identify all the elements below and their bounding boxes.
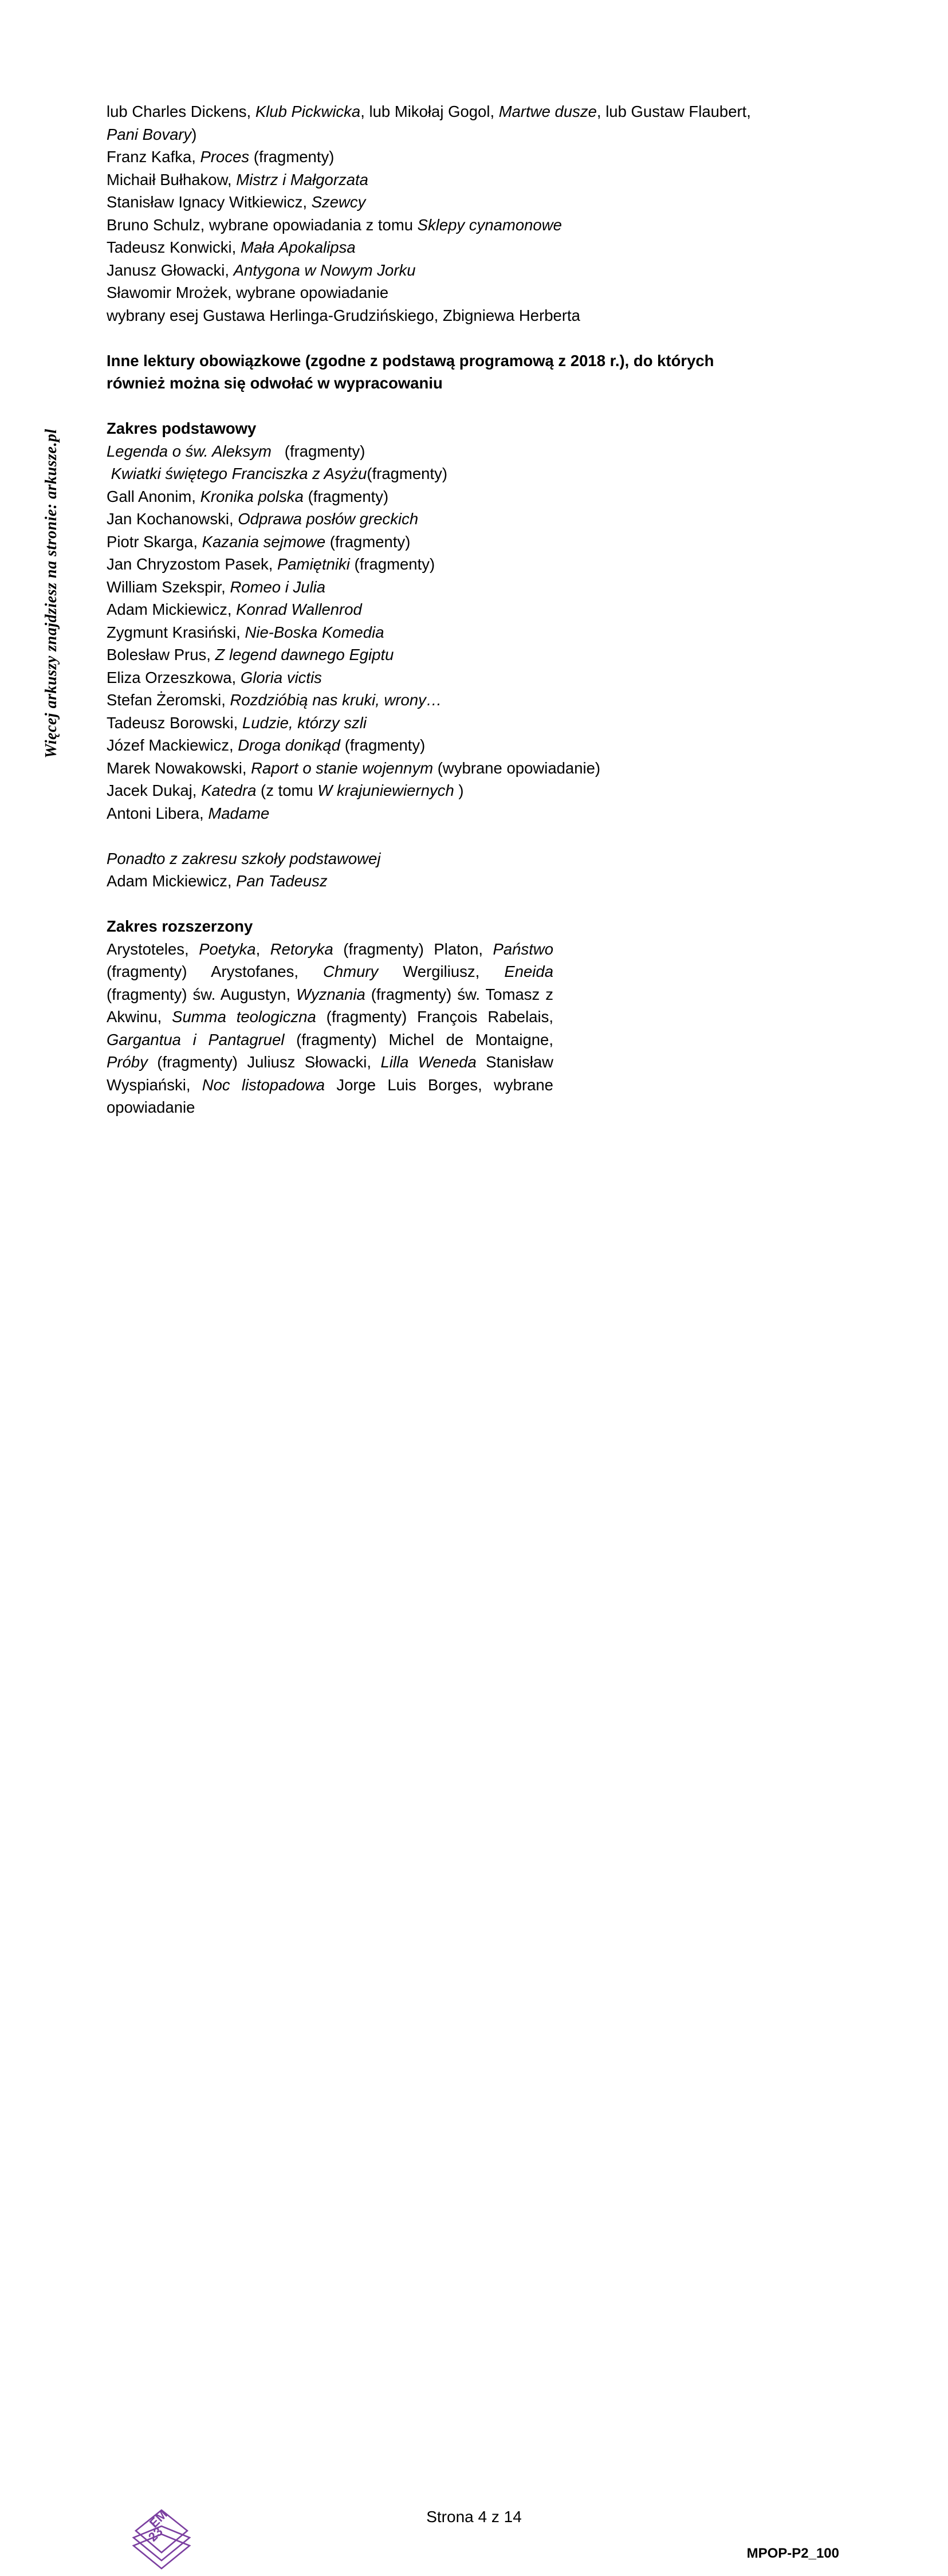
list-item <box>107 643 754 666</box>
text-plain: (fragmenty) <box>340 736 426 754</box>
list-item <box>107 191 754 214</box>
text-plain: William Szekspir, <box>107 578 230 596</box>
intro-heading: Inne lektury obowiązkowe (zgodne z podstawą programową z 2018 r.), do których również można się odwołać w wypracowaniu <box>107 351 714 392</box>
text-plain: (fragmenty) François Rabelais, <box>316 1008 553 1026</box>
text-plain: Arystoteles, <box>107 940 199 958</box>
title-italic: Romeo i Julia <box>230 578 326 596</box>
title-italic: Pani Bovary <box>107 125 192 143</box>
title-italic: Katedra <box>201 782 257 799</box>
list-item <box>107 462 754 485</box>
list-item <box>107 734 754 757</box>
title-italic: Eneida <box>504 963 554 980</box>
title-italic: Nie-Boska Komedia <box>245 623 384 641</box>
reading-list-top <box>107 100 754 327</box>
title-italic: Chmury <box>323 963 379 980</box>
title-italic: Proces <box>200 148 250 166</box>
title-italic: Kazania sejmowe <box>202 532 326 551</box>
text-plain: (wybrane opowiadanie) <box>433 759 601 777</box>
title-italic: Wyznania <box>296 985 365 1003</box>
watermark-text: Więcej arkuszy znajdziesz na stronie: arkusze.pl <box>42 429 60 759</box>
text-plain: ) <box>454 782 464 799</box>
text-plain: Jacek Dukaj, <box>107 782 202 799</box>
list-item <box>107 598 754 621</box>
text-plain: Janusz Głowacki, <box>107 261 234 279</box>
title-italic: Klub Pickwicka <box>255 103 361 120</box>
title-italic: Konrad Wallenrod <box>236 600 362 618</box>
text-plain: Tadeusz Konwicki, <box>107 238 241 256</box>
text-plain: (fragmenty) św. Tomasz z Akwinu, <box>107 985 553 1026</box>
title-italic: W krajuniewiernych <box>317 782 454 799</box>
title-italic: Droga donikąd <box>238 736 341 754</box>
text-plain: Adam Mickiewicz, <box>107 872 237 890</box>
extended-paragraph <box>107 938 553 1119</box>
list-item <box>107 712 754 735</box>
section-title-extended: Zakres rozszerzony <box>107 917 253 935</box>
title-italic: Pan Tadeusz <box>236 872 328 890</box>
text-plain: , lub Mikołaj Gogol, <box>360 103 499 120</box>
title-italic: Retoryka <box>270 940 333 958</box>
text-plain: Marek Nowakowski, <box>107 759 251 777</box>
text-plain: Franz Kafka, <box>107 148 200 166</box>
list-item <box>107 146 754 168</box>
list-item <box>107 259 754 282</box>
title-italic: Pamiętniki <box>277 555 350 573</box>
extra-note-item <box>107 870 754 893</box>
extra-note-heading: Ponadto z zakresu szkoły podstawowej <box>107 849 381 867</box>
page-footer <box>0 1246 948 2561</box>
title-italic: Summa teologiczna <box>172 1008 316 1026</box>
text-plain: Tadeusz Borowski, <box>107 713 242 732</box>
list-item <box>107 779 754 802</box>
title-italic: Z legend dawnego Egiptu <box>215 646 394 663</box>
list-item <box>107 621 754 644</box>
list-item <box>107 553 754 576</box>
title-italic: Kwiatki świętego Franciszka z Asyżu <box>107 465 367 482</box>
title-italic: Antygona w Nowym Jorku <box>233 261 416 279</box>
list-item <box>107 168 754 191</box>
text-plain: (fragmenty) Platon, <box>333 940 493 958</box>
text-plain: Gall Anonim, <box>107 487 200 505</box>
title-italic: Sklepy cynamonowe <box>417 215 562 234</box>
text-plain: ) <box>191 125 197 143</box>
text-plain: (fragmenty) <box>349 555 435 573</box>
title-italic: Legenda o św. Aleksym <box>107 442 272 460</box>
list-item <box>107 508 754 531</box>
title-italic: Państwo <box>493 940 553 958</box>
text-plain: Piotr Skarga, <box>107 532 202 551</box>
text-plain: (fragmenty) <box>249 148 335 166</box>
text-plain: Stefan Żeromski, <box>107 691 230 709</box>
text-plain: , lub Gustaw Flaubert, <box>596 103 751 120</box>
text-plain: (fragmenty) Arystofanes, <box>107 963 324 980</box>
list-item <box>107 757 754 780</box>
text-plain: Adam Mickiewicz, <box>107 600 237 618</box>
paragraph-spacer <box>107 824 754 847</box>
list-item <box>107 214 754 237</box>
text-plain: Zygmunt Krasiński, <box>107 623 245 641</box>
paragraph-spacer <box>107 893 754 916</box>
logo-text-top: EM <box>146 2507 170 2531</box>
page-number: Strona 4 z 14 <box>426 2508 522 2526</box>
title-italic: Mistrz i Małgorzata <box>236 170 368 189</box>
list-item <box>107 576 754 599</box>
text-plain: Jan Chryzostom Pasek, <box>107 555 278 573</box>
list-item <box>107 689 754 712</box>
list-item <box>107 440 754 463</box>
title-italic: Poetyka <box>199 940 256 958</box>
title-italic: Gloria victis <box>240 668 322 686</box>
text-plain: (fragmenty) <box>303 487 389 505</box>
text-plain: Antoni Libera, <box>107 804 209 822</box>
title-italic: Rozdzióbią nas kruki, wrony… <box>230 691 442 709</box>
text-plain: (fragmenty) Juliusz Słowacki, <box>147 1053 381 1071</box>
text-plain: Jan Kochanowski, <box>107 510 238 528</box>
text-plain: Bruno Schulz, wybrane opowiadania z tomu <box>107 215 418 234</box>
title-italic: Szewcy <box>311 193 366 211</box>
list-item <box>107 236 754 259</box>
page-content <box>107 100 754 1119</box>
title-italic: Noc listopadowa <box>202 1075 325 1094</box>
text-plain: (fragmenty) Michel de Montaigne, <box>284 1030 553 1049</box>
title-italic: Odprawa posłów greckich <box>238 510 419 528</box>
title-italic: Mała Apokalipsa <box>240 238 356 256</box>
sidebar-watermark <box>0 0 69 1341</box>
text-plain: (fragmenty) <box>325 532 411 551</box>
list-item <box>107 802 754 825</box>
text-plain: Stanisław Ignacy Witkiewicz, <box>107 193 312 211</box>
paragraph-spacer <box>107 327 754 350</box>
title-italic: Martwe dusze <box>498 103 597 120</box>
title-italic: Kronika polska <box>200 487 304 505</box>
title-italic: Lilla Weneda <box>380 1053 477 1071</box>
text-plain: Stanisław Wyspiański, <box>107 1053 554 1094</box>
text-plain: Michaił Bułhakow, <box>107 170 237 189</box>
title-italic: Gargantua i Pantagruel <box>107 1030 285 1049</box>
title-italic: Madame <box>208 804 270 822</box>
reading-list-basic <box>107 440 754 825</box>
text-plain: , <box>255 940 270 958</box>
text-plain: (fragmenty) św. Augustyn, <box>107 985 297 1003</box>
text-plain: (fragmenty) <box>367 465 448 482</box>
text-plain: Wergiliusz, <box>378 963 505 980</box>
list-item <box>107 485 754 508</box>
list-item <box>107 100 754 146</box>
section-title-basic: Zakres podstawowy <box>107 419 257 437</box>
text-plain: Eliza Orzeszkowa, <box>107 668 241 686</box>
text-plain: Józef Mackiewicz, <box>107 736 238 754</box>
list-item: Sławomir Mrożek, wybrane opowiadanie <box>107 284 389 301</box>
list-item <box>107 531 754 553</box>
text-plain: lub Charles Dickens, <box>107 103 255 120</box>
text-plain: Jorge Luis Borges, wybrane opowiadanie <box>107 1075 553 1116</box>
paragraph-spacer <box>107 395 754 418</box>
list-item: wybrany esej Gustawa Herlinga-Grudzińskiego, Zbigniewa Herberta <box>107 306 580 324</box>
document-code: MPOP-P2_100 <box>746 2546 839 2561</box>
title-italic: Raport o stanie wojennym <box>251 759 434 777</box>
title-italic: Ludzie, którzy szli <box>242 713 367 732</box>
logo-text-bottom: 23 <box>145 2524 166 2544</box>
list-item <box>107 666 754 689</box>
text-plain: Bolesław Prus, <box>107 646 215 663</box>
text-plain: (fragmenty) <box>271 442 365 460</box>
text-plain: (z tomu <box>256 782 318 799</box>
title-italic: Próby <box>107 1053 148 1071</box>
